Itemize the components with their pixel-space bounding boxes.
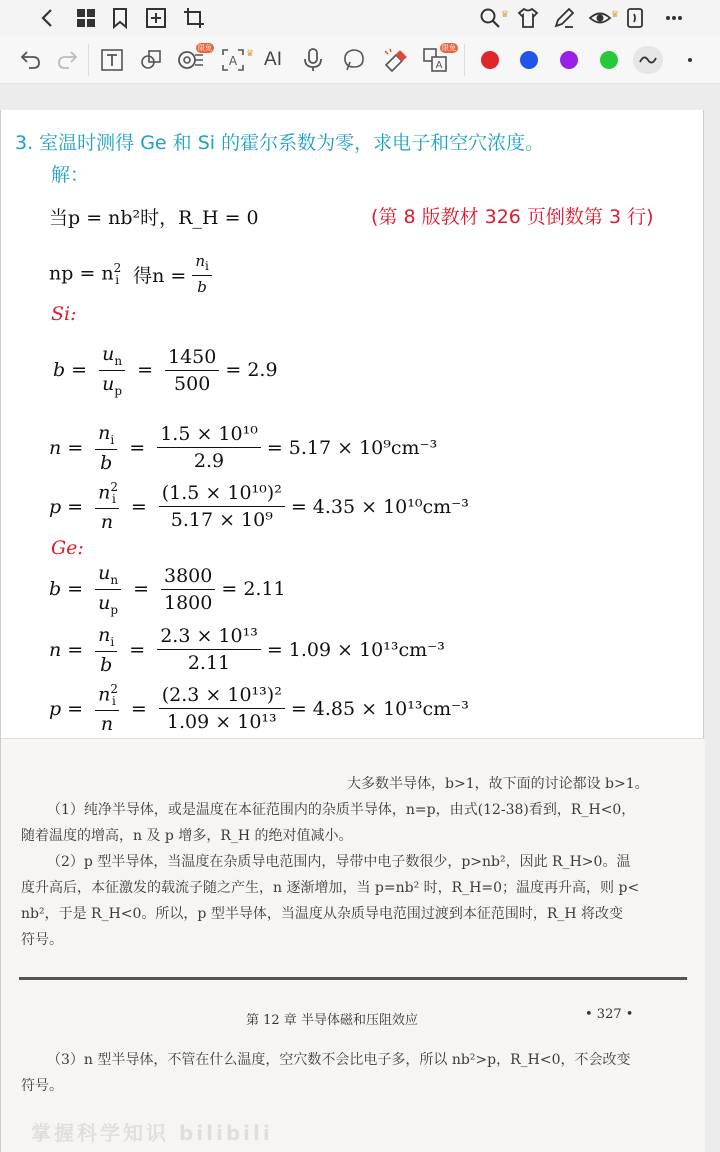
free-badge: 限免 xyxy=(198,44,212,52)
eraser-icon[interactable] xyxy=(380,47,410,73)
free-badge: 限免 xyxy=(442,44,456,52)
color-red-swatch[interactable] xyxy=(481,51,499,69)
si-b-result: = 2.9 xyxy=(225,359,278,382)
ai-icon[interactable]: AI xyxy=(264,49,282,70)
mic-icon[interactable] xyxy=(298,47,328,73)
crown-icon: ♛ xyxy=(500,10,509,20)
page-number: • 327 • xyxy=(585,1007,634,1022)
video-watermark: 掌握科学知识 bilibili xyxy=(31,1121,273,1145)
textbook-line: （1）纯净半导体，或是温度在本征范围内的杂质半导体，n=p，由式(12-38)看到，R_H<0， xyxy=(47,802,636,818)
textbook-reference: (第 8 版教材 326 页倒数第 3 行) xyxy=(371,206,654,228)
toolbar-divider xyxy=(464,44,465,76)
mobility-ratio-fraction: $\frac{u_n}{u_p}$ xyxy=(95,562,121,617)
text-recognize-icon[interactable] xyxy=(218,47,254,73)
textbook-line: 大多数半导体，b>1，故下面的讨论都设 b>1。 xyxy=(347,776,649,792)
ge-n-fraction: $\frac{\text{2.3 × 10¹³}}{2.11}$ xyxy=(157,625,261,674)
pen-icon[interactable] xyxy=(552,6,576,30)
si-p-result: = 4.35 × 10¹⁰cm⁻³ xyxy=(290,495,469,518)
ge-n-result: = 1.09 × 10¹³cm⁻³ xyxy=(266,638,445,661)
shape-tool-icon[interactable] xyxy=(136,47,166,73)
translate-icon[interactable] xyxy=(420,44,456,73)
si-p-equation: p = $\frac{n^2_i}{n}$ = $\frac{\text{(1.5 × 10¹⁰)²}}{\text{5.17 × 10⁹}}$ = 4.35 × 10¹⁰cm⁻³ xyxy=(49,480,469,534)
crop-icon[interactable] xyxy=(182,6,206,30)
crown-icon: ♛ xyxy=(245,49,254,59)
problem-title: 3. 室温时测得 Ge 和 Si 的霍尔系数为零，求电子和空穴浓度。 xyxy=(15,132,545,154)
text-tool-icon[interactable] xyxy=(97,47,127,73)
stroke-size-dot-icon[interactable] xyxy=(676,47,706,73)
textbook-scan xyxy=(1,738,705,1152)
lasso-icon[interactable] xyxy=(338,47,368,73)
undo-icon[interactable] xyxy=(16,47,46,73)
condition-text: 当p = nb²时，R_H = 0 xyxy=(49,207,259,229)
color-purple-swatch[interactable] xyxy=(560,51,578,69)
shirt-icon[interactable] xyxy=(516,6,540,30)
si-label: Si: xyxy=(51,303,77,325)
textbook-line: 随着温度的增高，n 及 p 增多，R_H 的绝对值减小。 xyxy=(21,828,353,844)
color-blue-swatch[interactable] xyxy=(520,51,538,69)
relation-lhs: np = $n^2_i$ xyxy=(49,260,122,288)
crown-icon: ♛ xyxy=(610,10,619,20)
search-icon[interactable] xyxy=(478,6,509,30)
ge-p-equation: p = $\frac{n^2_i}{n}$ = $\frac{\text{(2.3 × 10¹³)²}}{\text{1.09 × 10¹³}}$ = 4.85 × 10¹³cm⁻³ xyxy=(49,682,469,736)
si-n-equation: n = $\frac{n_i}{b}$ = $\frac{\text{1.5 × 10¹⁰}}{2.9}$ = 5.17 × 10⁹cm⁻³ xyxy=(49,422,438,474)
si-n-fraction: $\frac{\text{1.5 × 10¹⁰}}{2.9}$ xyxy=(157,423,261,472)
redo-icon[interactable] xyxy=(52,47,82,73)
chapter-footer: 第 12 章 半导体磁和压阻效应 xyxy=(246,1013,418,1028)
si-n-result: = 5.17 × 10⁹cm⁻³ xyxy=(266,436,438,459)
textbook-line: nb²，于是 R_H<0。所以，p 型半导体，当温度从杂质导电范围过渡到本征范围时，R_H 将改变 xyxy=(21,906,624,922)
ni-over-b-fraction: $\frac{n_i}{b}$ xyxy=(95,624,117,676)
ge-label: Ge: xyxy=(51,537,84,559)
ni2-over-n-fraction: $\frac{n^2_i}{n}$ xyxy=(95,682,119,735)
ocr-icon[interactable] xyxy=(176,44,212,73)
pages-icon[interactable] xyxy=(624,6,648,30)
handwritten-solution xyxy=(1,110,705,740)
mobility-ratio-fraction: $\frac{u_n}{u_p}$ xyxy=(99,343,125,398)
stroke-style-icon[interactable] xyxy=(633,46,663,74)
textbook-line: （3）n 型半导体，不管在什么温度，空穴数不会比电子多，所以 nb²>p，R_H<0，不会改变 xyxy=(47,1052,631,1068)
svg-text:A: A xyxy=(228,54,238,68)
relation-fraction: $\frac{n_i}{b}$ xyxy=(192,252,212,296)
si-b-equation: b = $\frac{u_n}{u_p}$ = $\frac{1450}{500}$ = 2.9 xyxy=(53,343,278,398)
eye-icon[interactable] xyxy=(588,6,619,30)
textbook-line: （2）p 型半导体，当温度在杂质导电范围内，导带中电子数很少，p>nb²，因此 R_H>0。温 xyxy=(47,854,631,870)
textbook-line: 符号。 xyxy=(21,932,63,948)
svg-text:A: A xyxy=(435,60,443,71)
ni2-over-n-fraction: $\frac{n^2_i}{n}$ xyxy=(95,480,119,533)
add-page-icon[interactable] xyxy=(144,6,168,30)
ge-b-fraction: $\frac{3800}{1800}$ xyxy=(161,565,215,614)
page-divider-rule xyxy=(19,977,687,980)
ge-b-result: = 2.11 xyxy=(221,578,286,601)
condition-equation xyxy=(49,203,259,230)
top-navigation-bar xyxy=(0,0,720,36)
si-p-fraction: $\frac{\text{(1.5 × 10¹⁰)²}}{\text{5.17 × 10⁹}}$ xyxy=(159,482,285,531)
ni-over-b-fraction: $\frac{n_i}{b}$ xyxy=(95,422,117,474)
si-b-fraction: $\frac{1450}{500}$ xyxy=(165,346,219,395)
ge-n-equation: n = $\frac{n_i}{b}$ = $\frac{\text{2.3 × 10¹³}}{2.11}$ = 1.09 × 10¹³cm⁻³ xyxy=(49,624,445,676)
ge-b-equation: b = $\frac{u_n}{u_p}$ = $\frac{3800}{1800}$ = 2.11 xyxy=(49,562,286,617)
ge-p-result: = 4.85 × 10¹³cm⁻³ xyxy=(290,697,469,720)
solution-label: 解： xyxy=(51,164,90,186)
relation-equation xyxy=(49,252,218,296)
color-green-swatch[interactable] xyxy=(600,51,618,69)
textbook-line: 度升高后，本征激发的载流子随之产生，n 逐渐增加，当 p=nb² 时，R_H=0；温度再升高，则 p< xyxy=(21,880,640,896)
toolbar-divider xyxy=(88,44,89,76)
more-icon[interactable] xyxy=(662,6,686,30)
grid-icon[interactable] xyxy=(74,6,98,30)
bookmark-icon[interactable] xyxy=(108,6,132,30)
back-icon[interactable] xyxy=(36,6,60,30)
ge-p-fraction: $\frac{\text{(2.3 × 10¹³)²}}{\text{1.09 × 10¹³}}$ xyxy=(159,684,285,733)
relation-mid: 得n = xyxy=(133,264,187,287)
textbook-line: 符号。 xyxy=(21,1078,63,1094)
annotation-toolbar xyxy=(0,36,720,84)
document-page[interactable] xyxy=(0,110,704,1152)
